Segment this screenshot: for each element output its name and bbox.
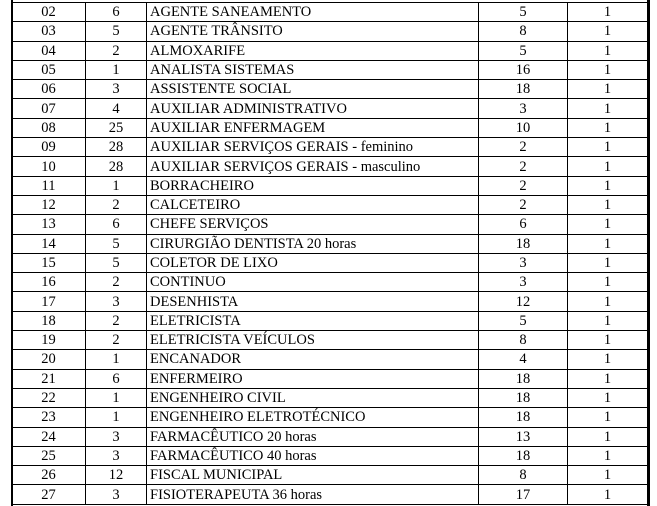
cell-quantity: 5 bbox=[86, 22, 147, 41]
cell-role: AUXILIAR SERVIÇOS GERAIS - masculino bbox=[147, 157, 479, 176]
cell-code: 19 bbox=[12, 331, 86, 350]
cell-value-a: 3 bbox=[479, 253, 568, 272]
cell-role: DESENHISTA bbox=[147, 292, 479, 311]
cell-value-b: 1 bbox=[568, 427, 648, 446]
right-border-line bbox=[647, 0, 650, 506]
cell-code: 16 bbox=[12, 273, 86, 292]
cell-role: ENCANADOR bbox=[147, 350, 479, 369]
cell-quantity: 5 bbox=[86, 253, 147, 272]
cell-code: 09 bbox=[12, 138, 86, 157]
cell-value-b: 1 bbox=[568, 331, 648, 350]
cell-code: 05 bbox=[12, 60, 86, 79]
cell-role: AGENTE TRÂNSITO bbox=[147, 22, 479, 41]
table-row bbox=[12, 466, 648, 485]
cell-role: FARMACÊUTICO 40 horas bbox=[147, 446, 479, 465]
cell-role: COLETOR DE LIXO bbox=[147, 253, 479, 272]
cell-value-a: 2 bbox=[479, 176, 568, 195]
cell-role: AUXILIAR SERVIÇOS GERAIS - feminino bbox=[147, 138, 479, 157]
cell-role: CIRURGIÃO DENTISTA 20 horas bbox=[147, 234, 479, 253]
cell-value-b: 1 bbox=[568, 273, 648, 292]
cell-quantity: 12 bbox=[86, 466, 147, 485]
table-row bbox=[12, 60, 648, 79]
table-row bbox=[12, 331, 648, 350]
cell-value-a: 2 bbox=[479, 195, 568, 214]
cell-value-b: 1 bbox=[568, 215, 648, 234]
cell-code: 14 bbox=[12, 234, 86, 253]
cell-code: 11 bbox=[12, 176, 86, 195]
cell-code: 08 bbox=[12, 118, 86, 137]
cell-value-b: 1 bbox=[568, 292, 648, 311]
cell-code: 10 bbox=[12, 157, 86, 176]
cell-role: ENGENHEIRO ELETROTÉCNICO bbox=[147, 408, 479, 427]
cell-value-b: 1 bbox=[568, 157, 648, 176]
cell-value-b: 1 bbox=[568, 195, 648, 214]
cell-value-a: 4 bbox=[479, 350, 568, 369]
cell-code: 04 bbox=[12, 41, 86, 60]
table-row bbox=[12, 427, 648, 446]
cell-role: CONTINUO bbox=[147, 273, 479, 292]
cell-code: 15 bbox=[12, 253, 86, 272]
cell-value-a: 8 bbox=[479, 466, 568, 485]
cell-quantity: 2 bbox=[86, 273, 147, 292]
cell-value-b: 1 bbox=[568, 41, 648, 60]
cell-value-b: 1 bbox=[568, 234, 648, 253]
cell-value-a: 18 bbox=[479, 446, 568, 465]
table-row bbox=[12, 408, 648, 427]
cell-code: 25 bbox=[12, 446, 86, 465]
table-row bbox=[12, 292, 648, 311]
cell-code: 12 bbox=[12, 195, 86, 214]
cell-quantity: 3 bbox=[86, 292, 147, 311]
cell-value-b: 1 bbox=[568, 408, 648, 427]
cell-quantity: 3 bbox=[86, 485, 147, 504]
cell-value-b: 1 bbox=[568, 466, 648, 485]
cell-quantity: 2 bbox=[86, 41, 147, 60]
cell-value-a: 5 bbox=[479, 41, 568, 60]
cell-value-b: 1 bbox=[568, 446, 648, 465]
table-row bbox=[12, 446, 648, 465]
cell-quantity: 3 bbox=[86, 80, 147, 99]
cell-value-a: 16 bbox=[479, 60, 568, 79]
cell-value-a: 13 bbox=[479, 427, 568, 446]
table-row bbox=[12, 22, 648, 41]
cell-value-a: 17 bbox=[479, 485, 568, 504]
cell-value-a: 2 bbox=[479, 157, 568, 176]
table-row bbox=[12, 388, 648, 407]
table-row bbox=[12, 138, 648, 157]
cell-quantity: 1 bbox=[86, 176, 147, 195]
cell-role: ELETRICISTA VEÍCULOS bbox=[147, 331, 479, 350]
cell-value-b: 1 bbox=[568, 99, 648, 118]
cell-code: 27 bbox=[12, 485, 86, 504]
cell-quantity: 2 bbox=[86, 331, 147, 350]
cell-value-b: 1 bbox=[568, 485, 648, 504]
cell-code: 22 bbox=[12, 388, 86, 407]
cell-value-a: 2 bbox=[479, 138, 568, 157]
cell-quantity: 4 bbox=[86, 99, 147, 118]
cell-value-a: 18 bbox=[479, 408, 568, 427]
table-body bbox=[12, 3, 648, 505]
cell-value-a: 18 bbox=[479, 80, 568, 99]
cell-code: 23 bbox=[12, 408, 86, 427]
cell-value-b: 1 bbox=[568, 369, 648, 388]
cell-role: BORRACHEIRO bbox=[147, 176, 479, 195]
cell-code: 20 bbox=[12, 350, 86, 369]
cell-value-a: 18 bbox=[479, 388, 568, 407]
cell-role: AGENTE SANEAMENTO bbox=[147, 3, 479, 22]
cell-value-b: 1 bbox=[568, 118, 648, 137]
cell-quantity: 6 bbox=[86, 215, 147, 234]
cell-quantity: 3 bbox=[86, 446, 147, 465]
cell-role: ASSISTENTE SOCIAL bbox=[147, 80, 479, 99]
cell-value-a: 5 bbox=[479, 3, 568, 22]
table-row bbox=[12, 176, 648, 195]
table-row bbox=[12, 118, 648, 137]
cell-value-b: 1 bbox=[568, 80, 648, 99]
cell-role: ANALISTA SISTEMAS bbox=[147, 60, 479, 79]
cell-value-b: 1 bbox=[568, 60, 648, 79]
cell-value-b: 1 bbox=[568, 388, 648, 407]
cell-code: 17 bbox=[12, 292, 86, 311]
cell-value-b: 1 bbox=[568, 350, 648, 369]
cell-value-a: 18 bbox=[479, 369, 568, 388]
cell-role: ELETRICISTA bbox=[147, 311, 479, 330]
table-row bbox=[12, 311, 648, 330]
cell-value-b: 1 bbox=[568, 311, 648, 330]
cell-value-a: 3 bbox=[479, 273, 568, 292]
cell-quantity: 28 bbox=[86, 157, 147, 176]
positions-table bbox=[11, 2, 648, 505]
cell-value-a: 8 bbox=[479, 22, 568, 41]
table-row bbox=[12, 80, 648, 99]
cell-value-a: 5 bbox=[479, 311, 568, 330]
cell-role: AUXILIAR ADMINISTRATIVO bbox=[147, 99, 479, 118]
cell-value-b: 1 bbox=[568, 253, 648, 272]
cell-role: ENGENHEIRO CIVIL bbox=[147, 388, 479, 407]
cell-role: AUXILIAR ENFERMAGEM bbox=[147, 118, 479, 137]
cell-quantity: 25 bbox=[86, 118, 147, 137]
cell-role: FISCAL MUNICIPAL bbox=[147, 466, 479, 485]
table-row bbox=[12, 195, 648, 214]
cell-quantity: 1 bbox=[86, 60, 147, 79]
cell-value-a: 6 bbox=[479, 215, 568, 234]
cell-code: 18 bbox=[12, 311, 86, 330]
cell-quantity: 2 bbox=[86, 195, 147, 214]
cell-value-a: 18 bbox=[479, 234, 568, 253]
cell-quantity: 1 bbox=[86, 408, 147, 427]
cell-role: FARMACÊUTICO 20 horas bbox=[147, 427, 479, 446]
cell-quantity: 1 bbox=[86, 350, 147, 369]
table-row bbox=[12, 273, 648, 292]
table-row bbox=[12, 41, 648, 60]
table-row bbox=[12, 3, 648, 22]
cell-quantity: 2 bbox=[86, 311, 147, 330]
cell-code: 26 bbox=[12, 466, 86, 485]
cell-value-a: 3 bbox=[479, 99, 568, 118]
cell-quantity: 1 bbox=[86, 388, 147, 407]
cell-quantity: 6 bbox=[86, 3, 147, 22]
cell-value-a: 12 bbox=[479, 292, 568, 311]
table-row bbox=[12, 485, 648, 504]
cell-role: ALMOXARIFE bbox=[147, 41, 479, 60]
table-row bbox=[12, 350, 648, 369]
cell-code: 02 bbox=[12, 3, 86, 22]
cell-quantity: 5 bbox=[86, 234, 147, 253]
cell-value-b: 1 bbox=[568, 22, 648, 41]
cell-value-b: 1 bbox=[568, 138, 648, 157]
cell-quantity: 6 bbox=[86, 369, 147, 388]
cell-role: ENFERMEIRO bbox=[147, 369, 479, 388]
cell-value-a: 10 bbox=[479, 118, 568, 137]
cell-code: 06 bbox=[12, 80, 86, 99]
cell-code: 07 bbox=[12, 99, 86, 118]
cell-value-b: 1 bbox=[568, 176, 648, 195]
table-row bbox=[12, 234, 648, 253]
cell-value-b: 1 bbox=[568, 3, 648, 22]
cell-role: CALCETEIRO bbox=[147, 195, 479, 214]
cell-code: 21 bbox=[12, 369, 86, 388]
cell-value-a: 8 bbox=[479, 331, 568, 350]
table-row bbox=[12, 99, 648, 118]
cell-code: 03 bbox=[12, 22, 86, 41]
cell-quantity: 3 bbox=[86, 427, 147, 446]
table-row bbox=[12, 369, 648, 388]
table-row bbox=[12, 157, 648, 176]
table-row bbox=[12, 253, 648, 272]
cell-quantity: 28 bbox=[86, 138, 147, 157]
cell-role: CHEFE SERVIÇOS bbox=[147, 215, 479, 234]
cell-role: FISIOTERAPEUTA 36 horas bbox=[147, 485, 479, 504]
cell-code: 13 bbox=[12, 215, 86, 234]
cell-code: 24 bbox=[12, 427, 86, 446]
table-row bbox=[12, 215, 648, 234]
